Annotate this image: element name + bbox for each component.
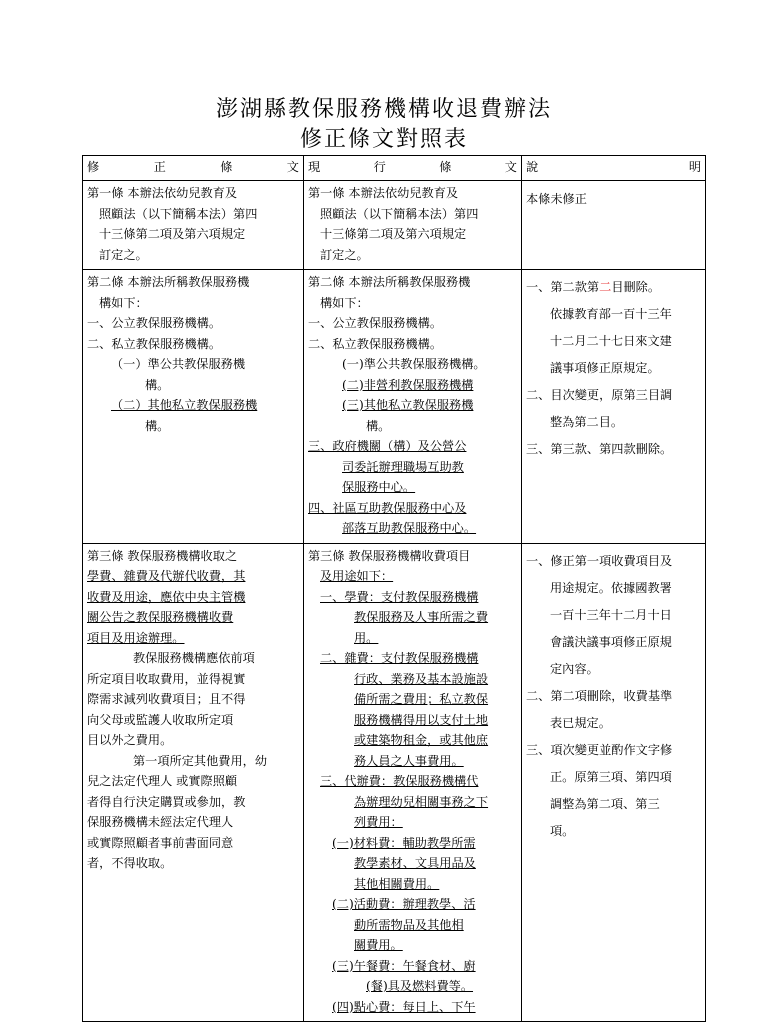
row2-current-cell: 第二條 本辦法所稱教保服務機 構如下： 一、公立教保服務機構。 二、私立教保服務機構。 (一)準公共教保服務機構。 (二)非營利教保服務機構 (三)其他私立教保服務機 構。 三、政府機關（構）及公營公 司委託辦理職場互助教 保服務中心。 四、社區互助教保服務中心及 部落互助教保服務中心。 — [304, 270, 522, 544]
row2-explanation-cell: 一、第二款第二目刪除。 依據教育部一百十三年 十二月二十七日來文建 議事項修正原規定。 二、目次變更，原第三目調 整為第二目。 三、第三款、第四款刪除。 — [522, 270, 706, 544]
row2-amended-cell: 第二條 本辦法所稱教保服務機 構如下： 一、公立教保服務機構。 二、私立教保服務機構。 （一）準公共教保服務機 構。 （二）其他私立教保服務機 構。 — [83, 270, 304, 544]
table-row — [83, 543, 706, 1022]
table-row — [83, 270, 706, 544]
row1-explanation-cell: 本條未修正 — [522, 181, 706, 270]
document-title: 澎湖縣教保服務機構收退費辦法 — [215, 97, 552, 122]
header-amended: 修 正 條 文 — [83, 156, 304, 181]
header-explanation: 說 明 — [522, 156, 706, 181]
document-subtitle: 修正條文對照表 — [299, 127, 468, 152]
comparison-table — [82, 155, 706, 1022]
row3-explanation-cell: 一、修正第一項收費項目及 用途規定。依據國教署 一百十三年十二月十日 會議決議事項修正原規 定內容。 二、第二項刪除，收費基準 表已規定。 三、項次變更並酌作文字修 正。原第三項、第四項 調整為第二項、第三 項。 — [522, 543, 706, 1022]
row3-current-cell: 第三條 教保服務機構收費項目 及用途如下： 一、學費：支付教保服務機構 教保服務及人事所需之費 用。 二、雜費：支付教保服務機構 行政、業務及基本設施設 備所需之費用；私立教保 服務機構得用以支付土地 或建築物租金，或其他庶 務人員之人事費用。 三、代辦費：教保服務機構代 為辦理幼兒相關事務之下 列費用： (一)材料費：輔助教學所需 教學素材、文具用品及 其他相關費用。 (二)活動費：辦理教學、活 動所需物品及其他相 關費用。 (三)午餐費：午餐食材、廚 (餐)具及燃料費等。 (四)點心費：每日上、下午 — [304, 543, 522, 1022]
row1-current-cell: 第一條 本辦法依幼兒教育及 照顧法（以下簡稱本法）第四 十三條第二項及第六項規定 訂定之。 — [304, 181, 522, 270]
table-row — [83, 181, 706, 270]
row1-amended-cell: 第一條 本辦法依幼兒教育及 照顧法（以下簡稱本法）第四 十三條第二項及第六項規定 訂定之。 — [83, 181, 304, 270]
deleted-item-number: 二 — [599, 280, 612, 294]
table-header-row — [83, 156, 706, 181]
row3-amended-cell: 第三條 教保服務機構收取之 學費、雜費及代辦代收費，其 收費及用途，應依中央主管機 關公告之教保服務機構收費 項目及用途辦理。 教保服務機構應依前項 所定項目收取費用，並得視實 際需求減列收費項目；且不得 向父母或監護人收取所定項 目以外之費用。 第一項所定其他費用，幼 兒之法定代理人 或實際照顧 者得自行決定購買或參加，教 保服務機構未經法定代理人 或實際照顧者事前書面同意 者，不得收取。 — [83, 543, 304, 1022]
header-current: 現 行 條 文 — [304, 156, 522, 181]
